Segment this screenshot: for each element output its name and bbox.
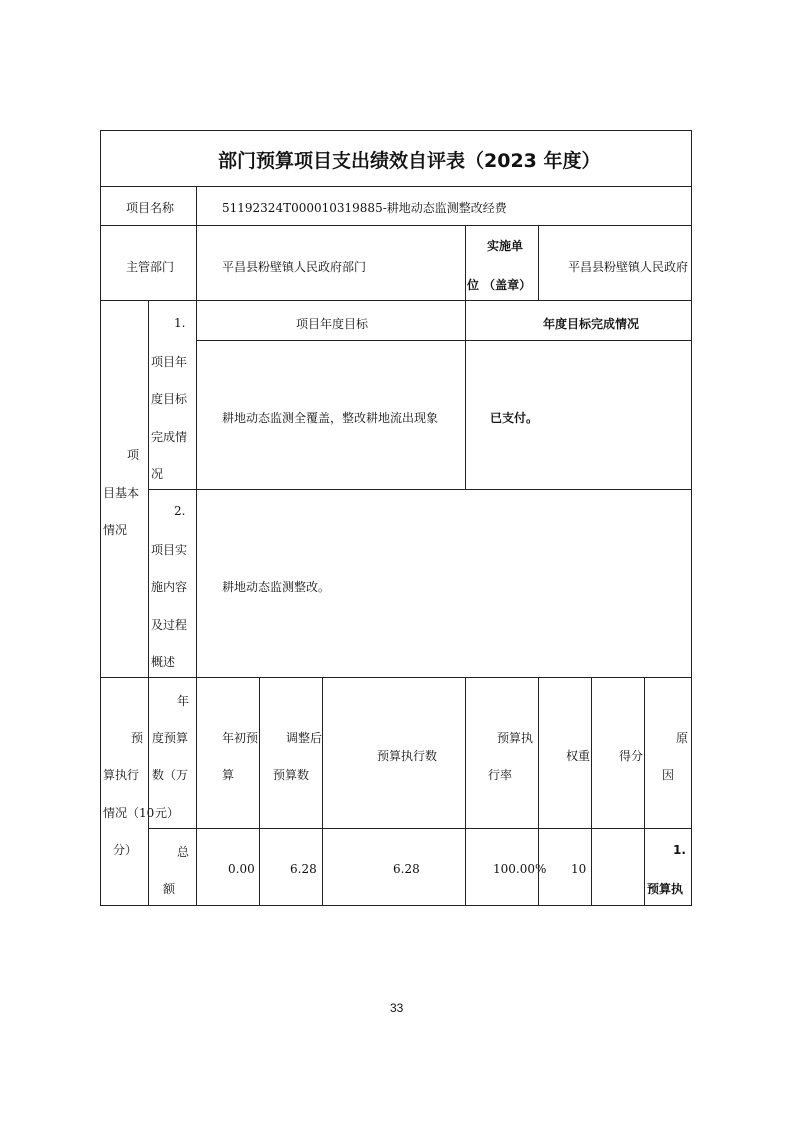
sec2-label-line: 及过程 xyxy=(151,618,188,632)
status-header: 年度目标完成情况 xyxy=(543,317,640,331)
basic-label-line: 项 xyxy=(127,448,140,462)
project-name-label: 项目名称 xyxy=(126,201,175,215)
rate-header-line: 行率 xyxy=(488,768,513,782)
goal-text: 耕地动态监测全覆盖，整改耕地流出现象 xyxy=(222,411,439,425)
basic-label-line: 目基本 xyxy=(103,486,140,500)
sec1-label-line: 况 xyxy=(151,467,164,481)
score-header: 得分 xyxy=(619,749,644,763)
total-reason-line: 预算执 xyxy=(647,882,684,896)
budget-label-line: 情况（10 xyxy=(103,806,155,820)
reason-header-line: 因 xyxy=(662,768,675,782)
reason-header-line: 原 xyxy=(676,731,689,745)
adjusted-header-line: 预算数 xyxy=(273,768,310,782)
adjusted-header-line: 调整后 xyxy=(286,731,323,745)
sec2-label-line: 施内容 xyxy=(151,580,188,594)
adjusted-header-cell xyxy=(259,677,323,829)
total-label-line: 额 xyxy=(163,882,176,896)
total-weight: 10 xyxy=(571,862,587,876)
initial-header-line: 算 xyxy=(222,768,235,782)
total-reason-line: 1. xyxy=(673,843,686,857)
sec1-label-line: 项目年 xyxy=(151,355,188,369)
impl-label-line: 位 （盖章） xyxy=(467,278,532,292)
budget-label-line: 预 xyxy=(131,731,144,745)
page-number: 33 xyxy=(390,1001,404,1015)
annual-label-line: 年 xyxy=(177,694,190,708)
total-rate: 100.00% xyxy=(493,862,547,876)
sec2-label-line: 概述 xyxy=(151,655,176,669)
executed-header: 预算执行数 xyxy=(377,749,438,763)
rate-header-cell xyxy=(465,677,539,829)
sec1-label-line: 度目标 xyxy=(151,392,188,406)
impl-label-line: 实施单 xyxy=(487,239,524,253)
dept-label: 主管部门 xyxy=(126,260,175,274)
sec1-label-line: 完成情 xyxy=(151,430,188,444)
total-initial: 0.00 xyxy=(228,862,255,876)
total-adjusted: 6.28 xyxy=(290,862,317,876)
sec2-label-line: 2. xyxy=(174,504,186,518)
sec1-label-line: 1. xyxy=(174,316,186,330)
annual-label-line: 元） xyxy=(155,806,180,820)
goal-header: 项目年度目标 xyxy=(296,317,369,331)
impl-value: 平昌县粉壁镇人民政府 xyxy=(568,260,689,274)
basic-label-line: 情况 xyxy=(103,523,128,537)
sec2-label-line: 项目实 xyxy=(151,543,188,557)
project-name-value: 51192324T000010319885-耕地动态监测整改经费 xyxy=(222,201,507,215)
total-executed: 6.28 xyxy=(393,862,420,876)
initial-header-line: 年初预 xyxy=(222,731,259,745)
total-score-cell xyxy=(591,828,645,906)
budget-label-cell xyxy=(100,677,149,906)
annual-label-line: 数（万 xyxy=(152,768,189,782)
reason-header-cell xyxy=(644,677,692,829)
rate-header-line: 预算执 xyxy=(497,731,534,745)
budget-label-line: 算执行 xyxy=(103,768,140,782)
total-label-line: 总 xyxy=(177,845,190,859)
weight-header: 权重 xyxy=(566,749,591,763)
dept-value: 平昌县粉壁镇人民政府部门 xyxy=(222,260,367,274)
annual-label-line: 度预算 xyxy=(152,731,189,745)
sec2-content: 耕地动态监测整改。 xyxy=(222,580,331,594)
page-title: 部门预算项目支出绩效自评表（2023 年度） xyxy=(218,150,601,172)
status-text: 已支付。 xyxy=(490,411,539,425)
initial-header-cell xyxy=(196,677,260,829)
budget-label-line: 分） xyxy=(113,843,138,857)
